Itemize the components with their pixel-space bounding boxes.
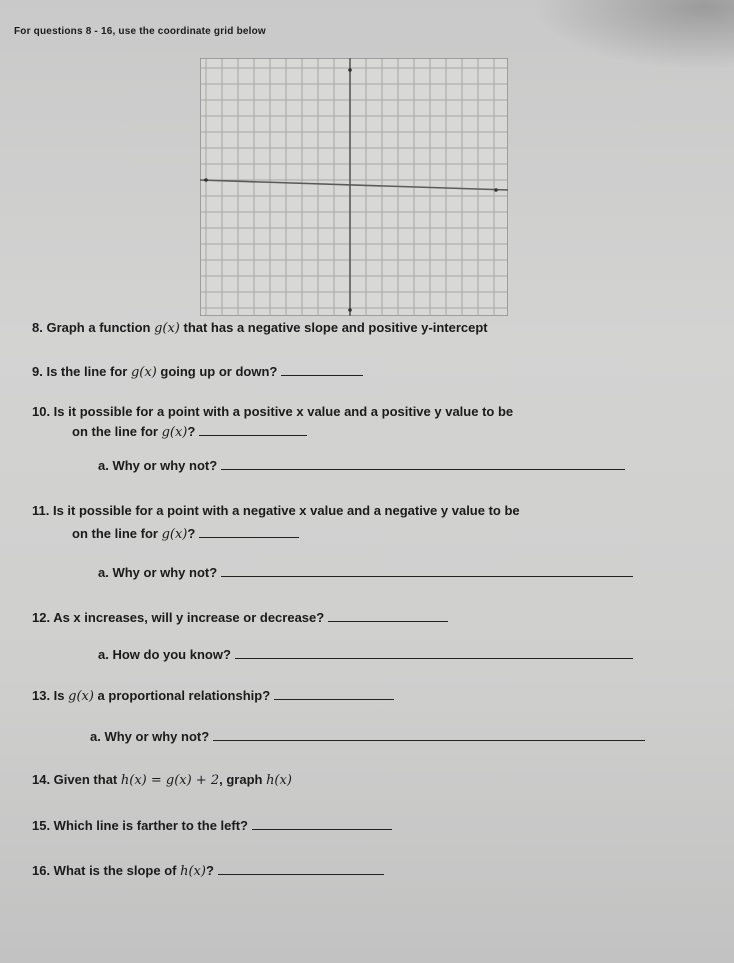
question-10-text-end: ? xyxy=(187,424,196,439)
question-13-answer-blank[interactable] xyxy=(274,698,394,700)
question-14 xyxy=(32,772,292,788)
question-12-text: 12. As x increases, will y increase or decrease? xyxy=(32,610,325,625)
y-axis-arrow-bottom xyxy=(348,308,352,312)
coordinate-grid-svg xyxy=(200,58,508,316)
question-13 xyxy=(32,688,394,704)
question-13a xyxy=(90,729,645,744)
question-16-answer-blank[interactable] xyxy=(218,873,384,875)
question-13-function: g(x) xyxy=(68,689,94,704)
question-10a-answer-blank[interactable] xyxy=(221,468,625,470)
question-13-text-end: a proportional relationship? xyxy=(93,688,271,703)
question-12-answer-blank[interactable] xyxy=(328,620,448,622)
question-16 xyxy=(32,863,384,879)
question-14-text-mid: , graph xyxy=(219,772,267,787)
question-8-text: 8. Graph a function xyxy=(32,320,155,335)
coordinate-grid[interactable] xyxy=(200,58,508,316)
question-10-text: 10. Is it possible for a point with a positive x value and a positive y value to be xyxy=(32,404,514,419)
question-9-answer-blank[interactable] xyxy=(281,374,363,376)
question-8-text-end: that has a negative slope and positive y-intercept xyxy=(179,320,488,335)
question-12a xyxy=(98,647,633,662)
x-axis-arrow-right xyxy=(494,188,498,192)
question-11-text-end: ? xyxy=(187,526,196,541)
question-16-text: 16. What is the slope of xyxy=(32,863,181,878)
question-9-text: 9. Is the line for xyxy=(32,364,131,379)
y-axis-arrow-top xyxy=(348,68,352,72)
instructions-text: For questions 8 - 16, use the coordinate grid below xyxy=(14,26,266,37)
question-11-text: 11. Is it possible for a point with a negative x value and a negative y value to be xyxy=(32,503,520,518)
question-14-function: h(x) xyxy=(266,773,292,788)
question-11a-text: a. Why or why not? xyxy=(98,565,218,580)
question-15-text: 15. Which line is farther to the left? xyxy=(32,818,248,833)
question-16-text-end: ? xyxy=(205,863,214,878)
question-11-text-2: on the line for xyxy=(72,526,162,541)
question-14-equation: h(x) = g(x) + 2 xyxy=(120,773,220,788)
question-10-text-2: on the line for xyxy=(72,424,162,439)
question-11-answer-blank[interactable] xyxy=(199,536,299,538)
question-16-function: h(x) xyxy=(180,864,206,879)
question-10a xyxy=(98,458,625,473)
question-12a-answer-blank[interactable] xyxy=(235,657,633,659)
question-11 xyxy=(32,503,520,518)
question-11a xyxy=(98,565,633,580)
shadow-overlay xyxy=(534,0,734,70)
question-8-function: g(x) xyxy=(154,321,180,336)
x-axis-arrow-left xyxy=(204,178,208,182)
question-11-function: g(x) xyxy=(161,527,188,542)
question-13-text: 13. Is xyxy=(32,688,69,703)
question-10-line2 xyxy=(72,424,307,440)
question-10-answer-blank[interactable] xyxy=(199,434,307,436)
question-9 xyxy=(32,364,363,380)
question-15-answer-blank[interactable] xyxy=(252,828,392,830)
question-9-text-end: going up or down? xyxy=(156,364,278,379)
question-12a-text: a. How do you know? xyxy=(98,647,231,662)
question-12 xyxy=(32,610,448,625)
question-14-text: 14. Given that xyxy=(32,772,121,787)
question-15 xyxy=(32,818,392,833)
question-8 xyxy=(32,320,488,336)
question-10-function: g(x) xyxy=(161,425,188,440)
question-11-line2 xyxy=(72,526,299,542)
question-13a-text: a. Why or why not? xyxy=(90,729,210,744)
question-13a-answer-blank[interactable] xyxy=(213,739,645,741)
question-11a-answer-blank[interactable] xyxy=(221,575,633,577)
question-10a-text: a. Why or why not? xyxy=(98,458,218,473)
question-10 xyxy=(32,404,513,419)
question-9-function: g(x) xyxy=(130,365,157,380)
